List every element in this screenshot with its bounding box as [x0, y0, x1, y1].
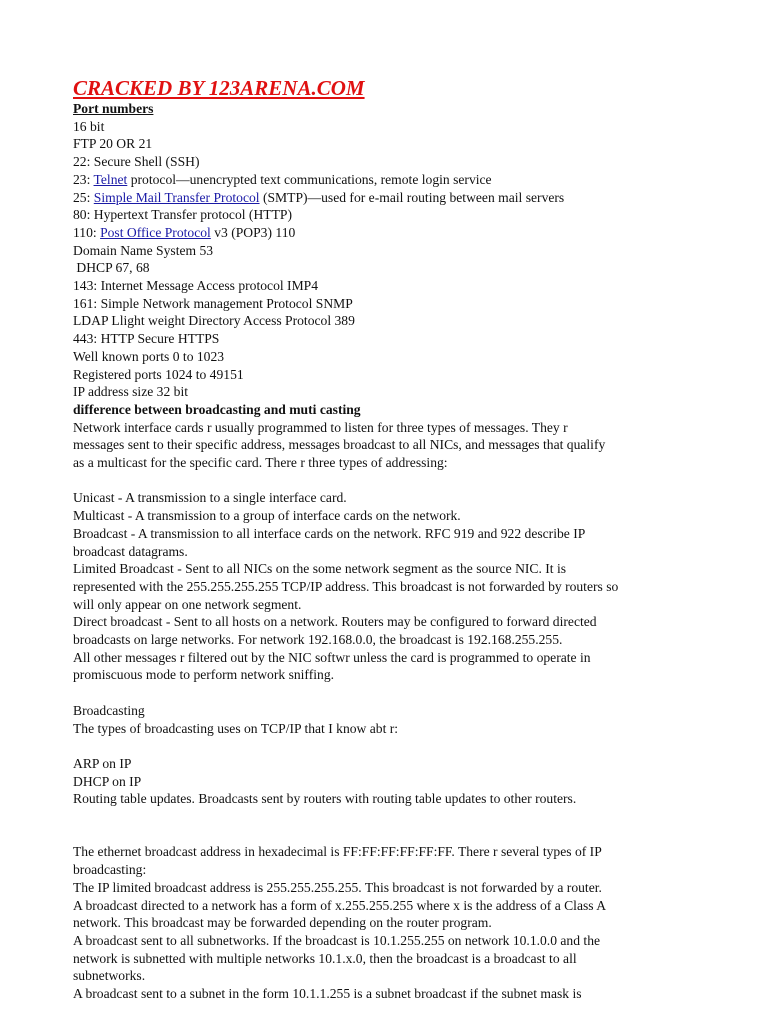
text-line: Well known ports 0 to 1023	[73, 348, 225, 364]
text-line: 443: HTTP Secure HTTPS	[73, 331, 220, 347]
text-fragment: 25:	[73, 189, 94, 205]
text-line: Broadcast - A transmission to all interface cards on the network. RFC 919 and 922 describe IP	[73, 525, 586, 541]
blank-line	[73, 737, 753, 755]
text-line: The types of broadcasting uses on TCP/IP that I know abt r:	[73, 720, 399, 736]
text-line: Routing table updates. Broadcasts sent by routers with routing table updates to other routers.	[73, 791, 577, 807]
text-line: LDAP Llight weight Directory Access Protocol 389	[73, 313, 355, 329]
text-line: as a multicast for the specific card. There r three types of addressing:	[73, 455, 448, 471]
text-line: broadcasts on large networks. For network 192.168.0.0, the broadcast is 192.168.255.255.	[73, 632, 563, 648]
text-fragment: protocol—unencrypted text communications, remote login service	[127, 171, 492, 187]
smtp-line	[73, 189, 753, 207]
text-line: The ethernet broadcast address in hexadecimal is FF:FF:FF:FF:FF:FF. There r several types of IP	[73, 844, 602, 860]
text-line: subnetworks.	[73, 968, 146, 984]
text-line: The IP limited broadcast address is 255.255.255.255. This broadcast is not forwarded by a router.	[73, 879, 602, 895]
telnet-line	[73, 171, 753, 189]
difference-section	[73, 401, 753, 702]
text-line: Limited Broadcast - Sent to all NICs on the some network segment as the source NIC. It is	[73, 561, 567, 577]
text-line: 80: Hypertext Transfer protocol (HTTP)	[73, 207, 292, 223]
document-page	[73, 74, 753, 1003]
text-line: will only appear on one network segment.	[73, 596, 302, 612]
telnet-link[interactable]: Telnet	[93, 171, 128, 187]
text-fragment: (SMTP)—used for e-mail routing between mail servers	[259, 189, 565, 205]
text-line: A broadcast sent to all subnetworks. If the broadcast is 10.1.255.255 on network 10.1.0.0 and the	[73, 932, 601, 948]
smtp-link[interactable]: Simple Mail Transfer Protocol	[93, 189, 260, 205]
text-line: represented with the 255.255.255.255 TCP/IP address. This broadcast is not forwarded by routers so	[73, 578, 619, 594]
cracked-banner: CRACKED BY 123ARENA.COM	[73, 76, 365, 100]
ethernet-section	[73, 843, 753, 1002]
text-line: Domain Name System 53	[73, 242, 214, 258]
text-line: DHCP on IP	[73, 773, 142, 789]
text-line: Registered ports 1024 to 49151	[73, 366, 244, 382]
text-line: 143: Internet Message Access protocol IMP4	[73, 278, 319, 294]
broadcasting-section	[73, 702, 753, 844]
text-line: 161: Simple Network management Protocol SNMP	[73, 295, 353, 311]
text-line: A broadcast directed to a network has a form of x.255.255.255 where x is the address of a Class A	[73, 897, 607, 913]
text-line: network is subnetted with multiple networks 10.1.x.0, then the broadcast is a broadcast to all	[73, 950, 577, 966]
difference-heading: difference between broadcasting and muti casting	[73, 401, 361, 417]
text-line: 22: Secure Shell (SSH)	[73, 154, 200, 170]
pop3-link[interactable]: Post Office Protocol	[100, 224, 211, 240]
text-line: ARP on IP	[73, 755, 132, 771]
text-fragment: v3 (POP3) 110	[210, 224, 296, 240]
text-line: Unicast - A transmission to a single interface card.	[73, 490, 347, 506]
text-line: promiscuous mode to perform network sniffing.	[73, 667, 335, 683]
text-line: IP address size 32 bit	[73, 384, 189, 400]
text-fragment: 23:	[73, 171, 94, 187]
text-line: Direct broadcast - Sent to all hosts on a network. Routers may be configured to forward directed	[73, 614, 597, 630]
pop3-line	[73, 224, 753, 242]
blank-line	[73, 684, 753, 702]
port-numbers-heading: Port numbers	[73, 101, 154, 116]
text-line: All other messages r filtered out by the NIC softwr unless the card is programmed to operate in	[73, 649, 591, 665]
text-line: Network interface cards r usually programmed to listen for three types of messages. They r	[73, 419, 568, 435]
blank-line	[73, 472, 753, 490]
text-line: broadcast datagrams.	[73, 543, 188, 559]
text-line: messages sent to their specific address, messages broadcast to all NICs, and messages that qualify	[73, 437, 606, 453]
text-fragment: 110:	[73, 224, 101, 240]
text-line: DHCP 67, 68	[73, 260, 150, 276]
text-line: network. This broadcast may be forwarded depending on the router program.	[73, 915, 492, 931]
text-line: 16 bit	[73, 118, 105, 134]
text-line: FTP 20 OR 21	[73, 136, 153, 152]
blank-line	[73, 808, 753, 826]
text-line: broadcasting:	[73, 862, 147, 878]
port-numbers-section	[73, 100, 753, 401]
broadcasting-heading: Broadcasting	[73, 702, 145, 718]
text-line: A broadcast sent to a subnet in the form 10.1.1.255 is a subnet broadcast if the subnet mask is	[73, 986, 582, 1002]
text-line: Multicast - A transmission to a group of interface cards on the network.	[73, 508, 461, 524]
blank-line	[73, 826, 753, 844]
